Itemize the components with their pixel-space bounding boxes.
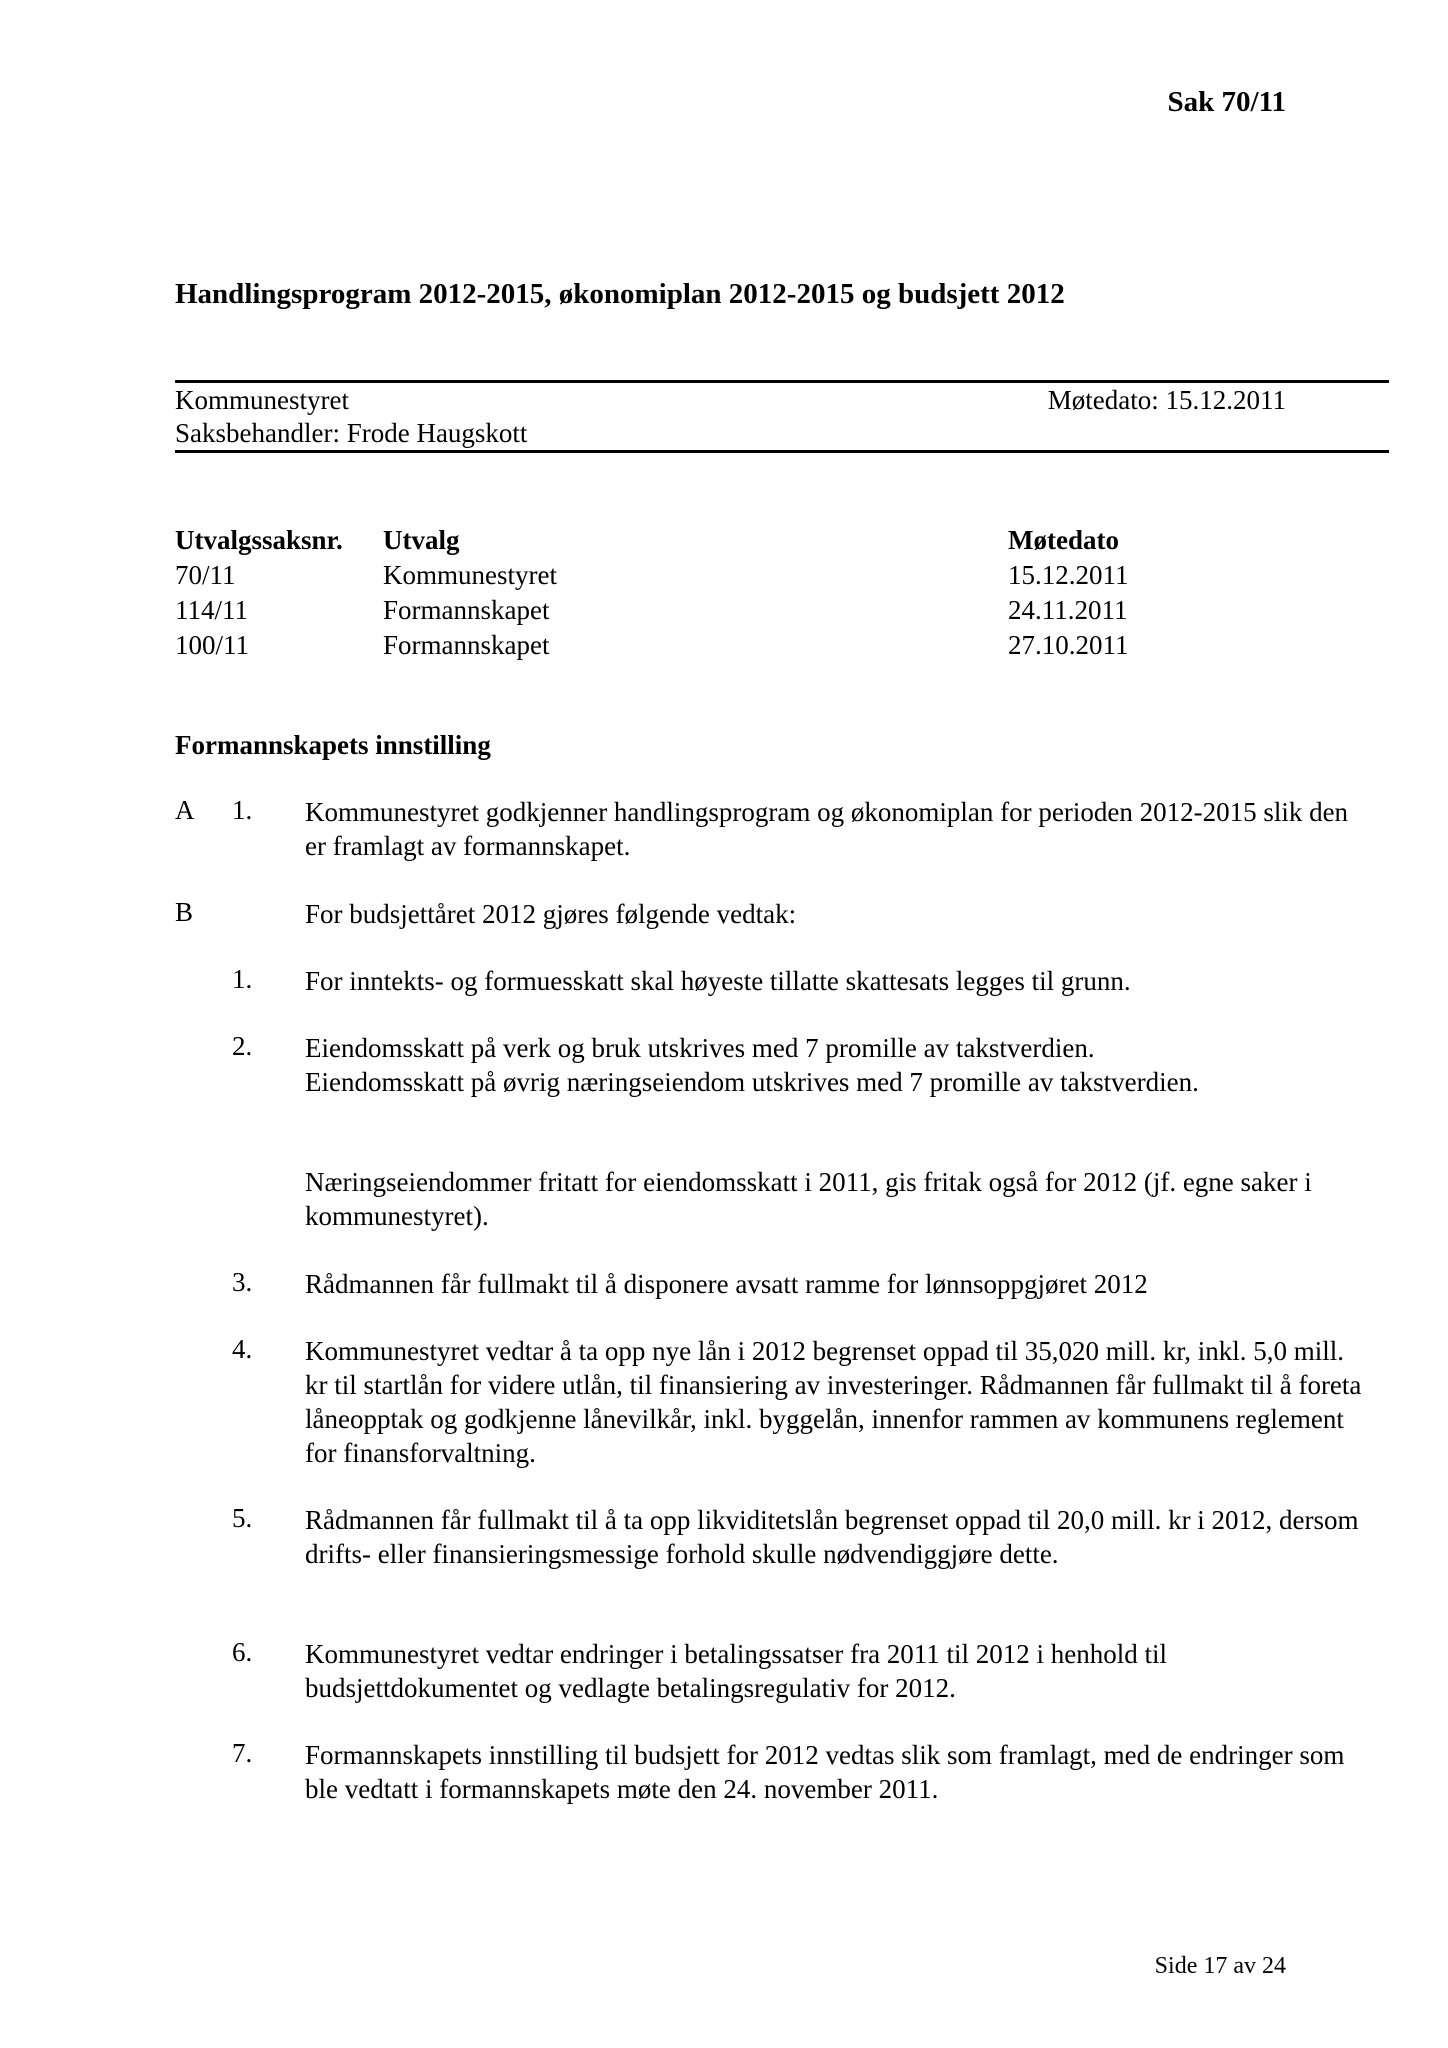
cell-case-number: 70/11 (175, 560, 236, 590)
cell-committee: Formannskapet (383, 595, 550, 625)
part-b-item-extra: Næringseiendommer fritatt for eiendomsskatt i 2011, gis fritak også for 2012 (jf. egne saker i kommunestyret). (305, 1167, 1312, 1231)
page-number: Side 17 av 24 (1154, 1953, 1286, 1979)
section-heading: Formannskapets innstilling (175, 730, 491, 760)
part-b-item-text: Rådmannen får fullmakt til å ta opp likviditetslån begrenset oppad til 20,0 mill. kr i 2012, dersom drifts- eller finansieringsmessige forhold skulle nødvendiggjøre dette. (305, 1505, 1359, 1569)
part-a-item-number: 1. (232, 795, 253, 825)
header-case-number: Utvalgssaksnr. (175, 525, 343, 555)
cell-meeting-date: 27.10.2011 (1008, 630, 1129, 660)
divider-bottom (175, 450, 1389, 453)
document-title: Handlingsprogram 2012-2015, økonomiplan 2012-2015 og budsjett 2012 (175, 278, 1065, 310)
part-b-letter: B (175, 897, 194, 927)
part-b-item-number: 7. (232, 1738, 253, 1768)
case-number: Sak 70/11 (1167, 86, 1286, 118)
part-b-item-text: Rådmannen får fullmakt til å disponere avsatt ramme for lønnsoppgjøret 2012 (305, 1269, 1148, 1299)
part-b-item-text: Formannskapets innstilling til budsjett for 2012 vedtas slik som framlagt, med de endringer som ble vedtatt i formannskapets møte den 24. november 2011. (305, 1740, 1345, 1804)
cell-case-number: 100/11 (175, 630, 249, 660)
part-b-item-text: Eiendomsskatt på verk og bruk utskrives med 7 promille av takstverdien. Eiendomsskatt på øvrig næringseiendom utskrives med 7 promille av takstverdien. (305, 1033, 1199, 1097)
part-b-item-number: 6. (232, 1637, 253, 1667)
part-b-item-text: Kommunestyret vedtar å ta opp nye lån i 2012 begrenset oppad til 35,020 mill. kr, inkl. 5,0 mill. kr til startlån for videre utlån, til finansiering av investeringer. Rådmannen får fullmakt til å foreta låneopptak og godkjenne lånevilkår, inkl. byggelån, innenfor rammen av kommunens reglement for finansforvaltning. (305, 1336, 1362, 1468)
part-a-letter: A (175, 795, 195, 825)
meeting-date: Møtedato: 15.12.2011 (1047, 385, 1286, 415)
part-b-item-number: 1. (232, 964, 253, 994)
cell-committee: Formannskapet (383, 630, 550, 660)
case-handler: Saksbehandler: Frode Haugskott (175, 418, 528, 448)
part-b-intro: For budsjettåret 2012 gjøres følgende vedtak: (305, 899, 797, 929)
cell-case-number: 114/11 (175, 595, 248, 625)
header-committee: Utvalg (383, 525, 460, 555)
cell-meeting-date: 15.12.2011 (1008, 560, 1129, 590)
part-b-item-number: 3. (232, 1267, 253, 1297)
cell-committee: Kommunestyret (383, 560, 557, 590)
part-b-item-text: Kommunestyret vedtar endringer i betalingssatser fra 2011 til 2012 i henhold til budsjettdokumentet og vedlagte betalingsregulativ for 2012. (305, 1639, 1168, 1703)
part-b-item-number: 2. (232, 1031, 253, 1061)
part-b-item-text: For inntekts- og formuesskatt skal høyeste tillatte skattesats legges til grunn. (305, 966, 1131, 996)
header-meeting-date: Møtedato (1008, 525, 1119, 555)
part-a-item-text: Kommunestyret godkjenner handlingsprogram og økonomiplan for perioden 2012-2015 slik den er framlagt av formannskapet. (305, 797, 1349, 861)
cell-meeting-date: 24.11.2011 (1008, 595, 1128, 625)
part-b-item-number: 5. (232, 1503, 253, 1533)
divider-top (175, 380, 1389, 383)
meeting-body: Kommunestyret (175, 385, 349, 415)
part-b-item-number: 4. (232, 1334, 253, 1364)
